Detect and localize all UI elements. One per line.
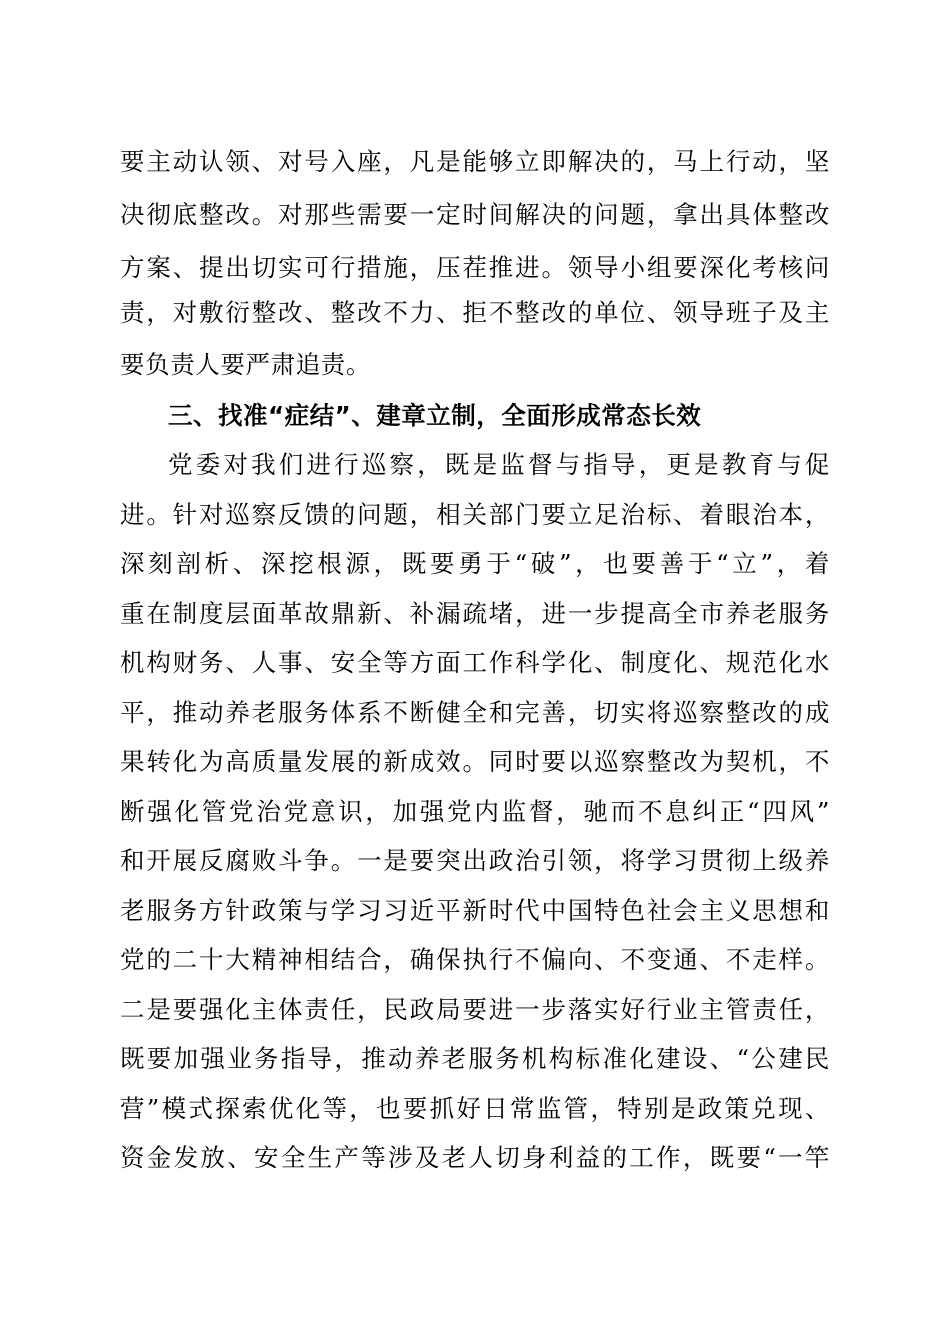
- paragraph-2-line-6: 平，推动养老服务体系不断健全和完善，切实将巡察整改的成: [120, 698, 830, 727]
- paragraph-2-line-15: 资金发放、安全生产等涉及老人切身利益的工作，既要“一竿: [120, 1143, 830, 1172]
- paragraph-2-line-9: 和开展反腐败斗争。一是要突出政治引领，将学习贯彻上级养: [120, 846, 830, 875]
- paragraph-2-line-8: 断强化管党治党意识，加强党内监督，驰而不息纠正“四风”: [120, 797, 830, 826]
- paragraph-2-line-13: 既要加强业务指导，推动养老服务机构标准化建设、“公建民: [120, 1044, 830, 1073]
- paragraph-2-line-3: 深刻剖析、深挖根源，既要勇于“破”，也要善于“立”，着: [120, 549, 830, 578]
- paragraph-2-line-2: 进。针对巡察反馈的问题，相关部门要立足治标、着眼治本，: [120, 500, 830, 529]
- paragraph-1-line-3: 方案、提出切实可行措施，压茬推进。领导小组要深化考核问: [120, 253, 830, 282]
- paragraph-2-line-5: 机构财务、人事、安全等方面工作科学化、制度化、规范化水: [120, 648, 830, 677]
- paragraph-1-line-2: 决彻底整改。对那些需要一定时间解决的问题，拿出具体整改: [120, 200, 830, 229]
- section-heading: 三、找准“症结”、建章立制，全面形成常态长效: [168, 401, 702, 430]
- paragraph-2-line-4: 重在制度层面革故鼎新、补漏疏堵，进一步提高全市养老服务: [120, 599, 830, 628]
- paragraph-2-line-12: 二是要强化主体责任，民政局要进一步落实好行业主管责任，: [120, 995, 830, 1024]
- paragraph-2-line-11: 党的二十大精神相结合，确保执行不偏向、不变通、不走样。: [120, 945, 830, 974]
- paragraph-1-line-1: 要主动认领、对号入座，凡是能够立即解决的，马上行动，坚: [120, 147, 830, 176]
- paragraph-2-line-14: 营”模式探索优化等，也要抓好日常监管，特别是政策兑现、: [120, 1094, 830, 1123]
- paragraph-1-line-4: 责，对敷衍整改、整改不力、拒不整改的单位、领导班子及主: [120, 298, 830, 327]
- paragraph-2-line-7: 果转化为高质量发展的新成效。同时要以巡察整改为契机，不: [120, 747, 830, 776]
- paragraph-2-line-10: 老服务方针政策与学习习近平新时代中国特色社会主义思想和: [120, 896, 830, 925]
- paragraph-1-line-5: 要负责人要严肃追责。: [120, 350, 371, 379]
- paragraph-2-line-1: 党委对我们进行巡察，既是监督与指导，更是教育与促: [168, 450, 830, 479]
